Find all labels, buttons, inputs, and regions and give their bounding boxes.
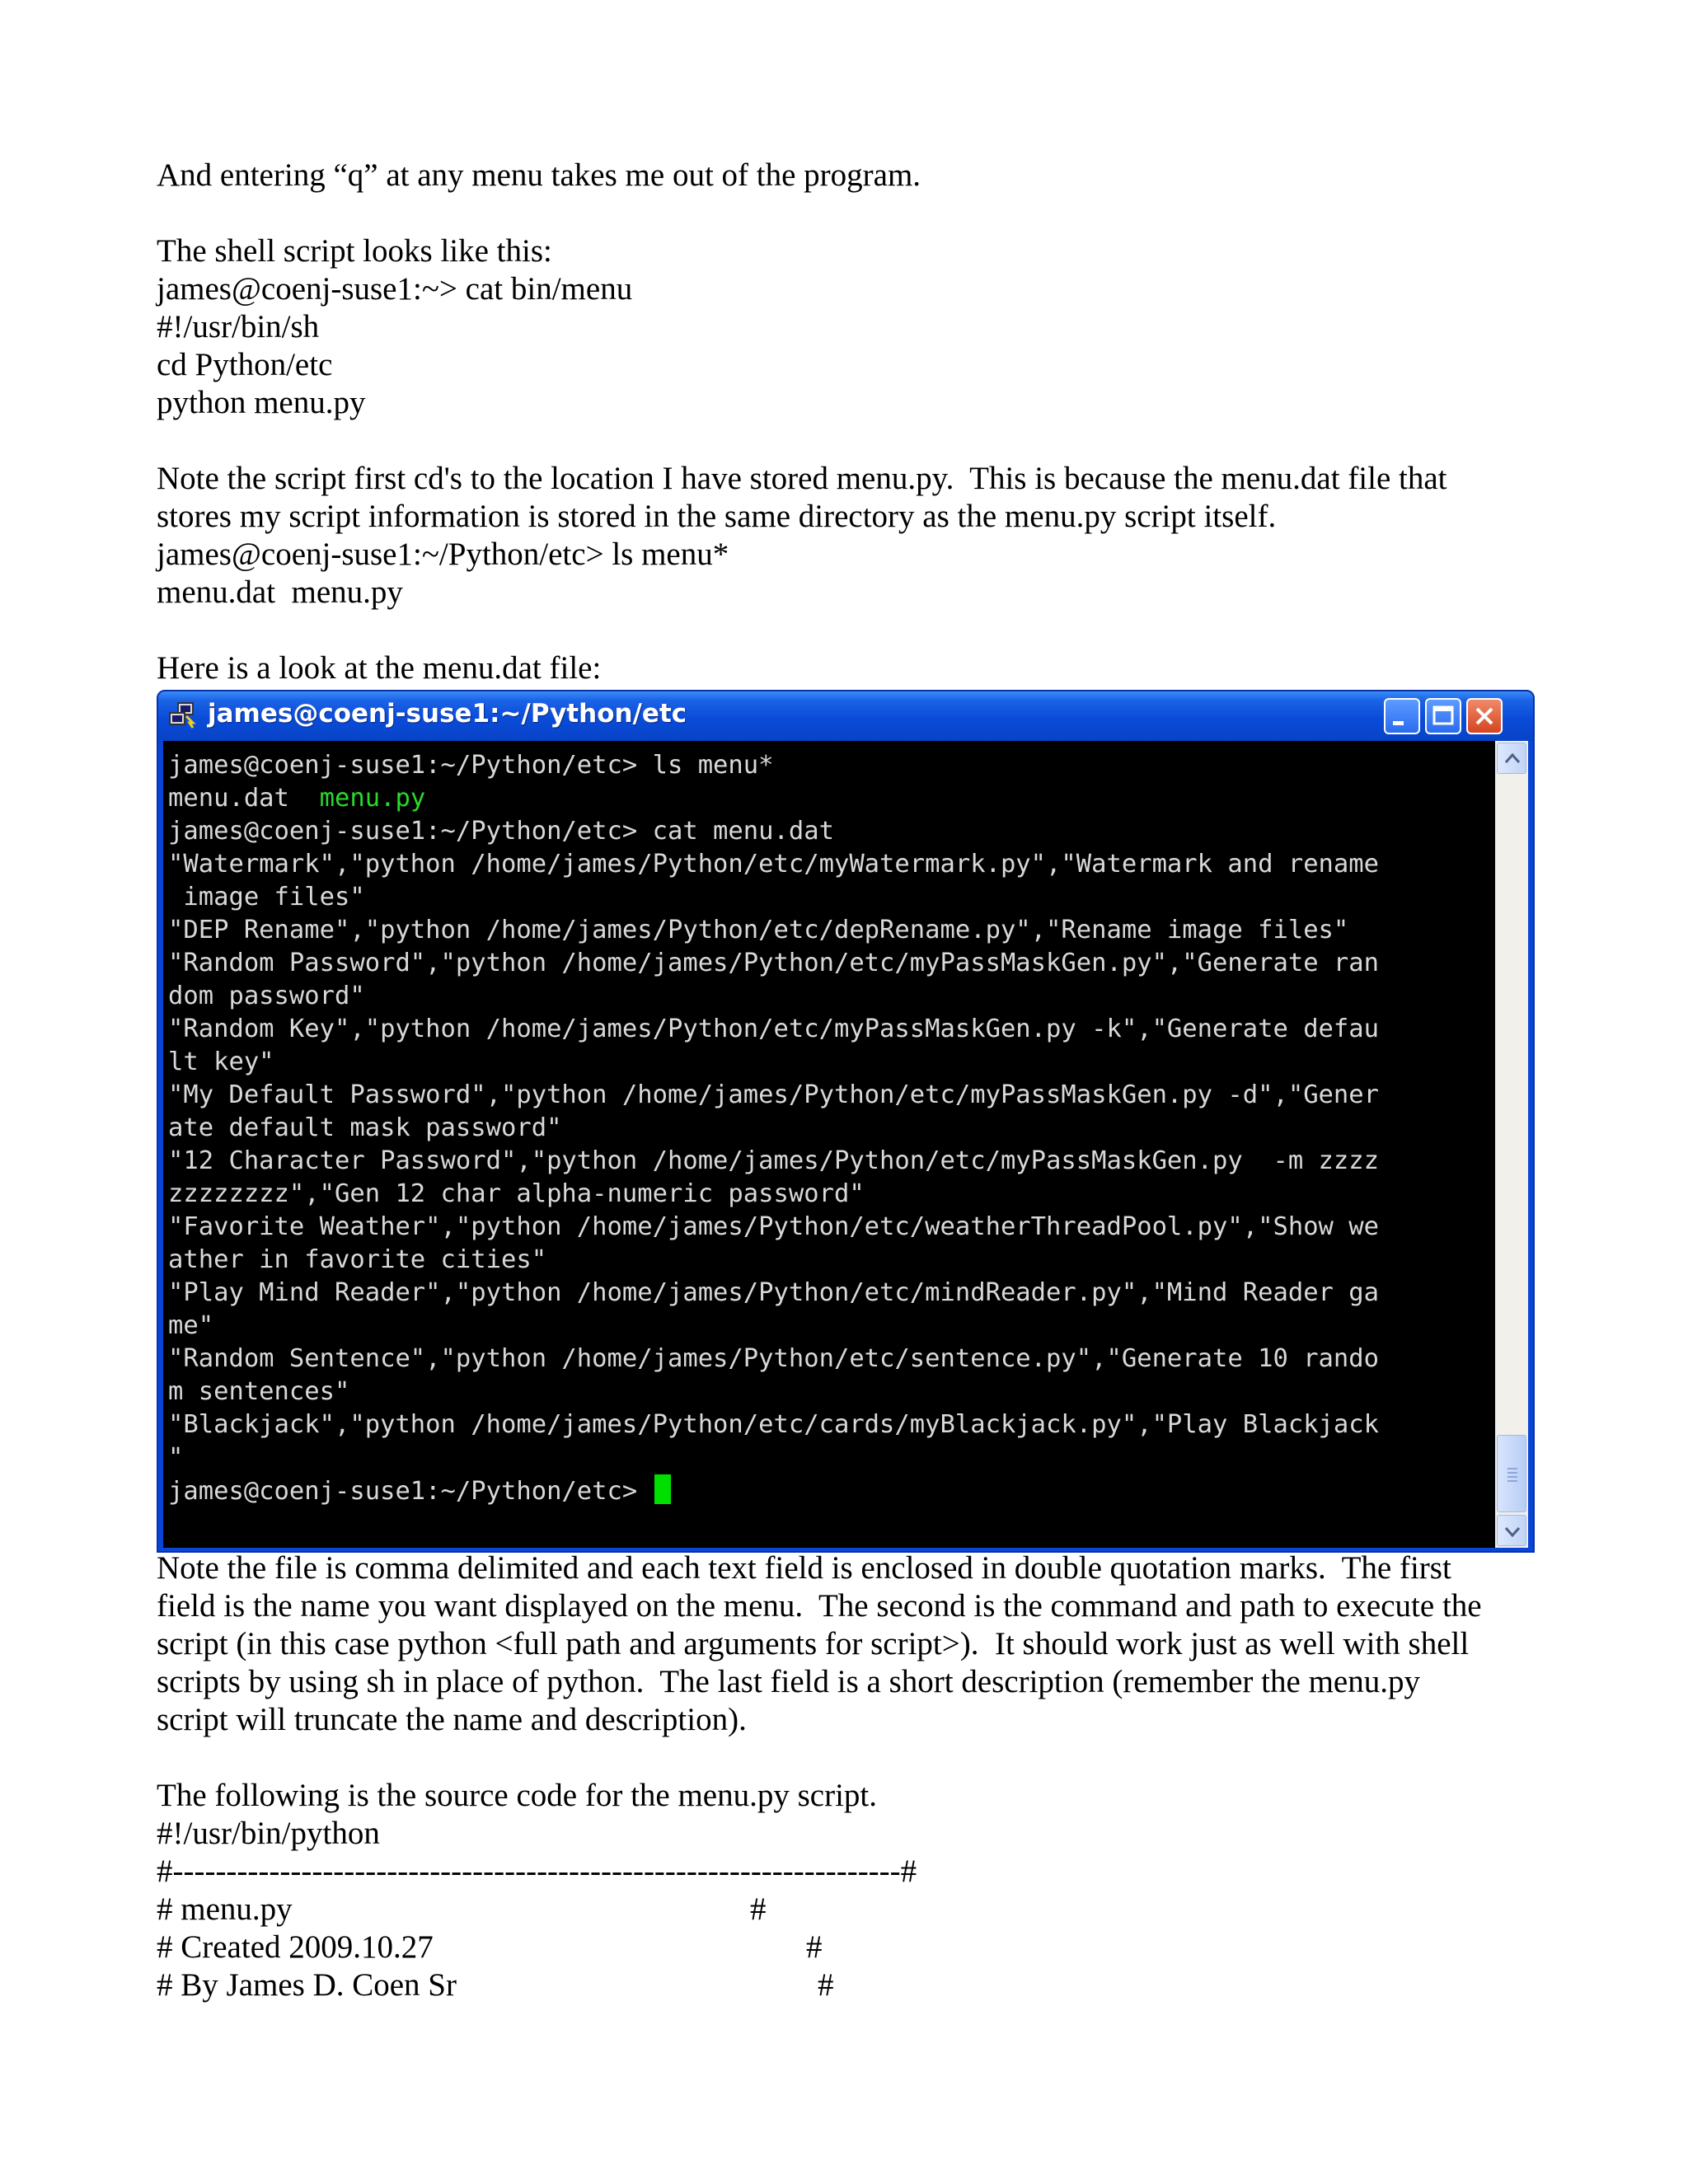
document-upper xyxy=(157,157,1541,687)
minimize-button[interactable] xyxy=(1384,698,1420,734)
comment-end: # xyxy=(806,1929,823,1965)
putty-icon xyxy=(168,701,196,729)
terminal-line: "DEP Rename","python /home/james/Python/etc/depRename.py","Rename image files" xyxy=(168,916,1349,944)
terminal-line: "My Default Password","python /home/james/Python/etc/myPassMaskGen.py -d","Gener xyxy=(168,1080,1380,1109)
maximize-button[interactable] xyxy=(1425,698,1461,734)
comment-text: # Created 2009.10.27 xyxy=(157,1929,434,1965)
terminal-line: james@coenj-suse1:~/Python/etc> ls menu* xyxy=(168,751,774,780)
terminal-title: james@coenj-suse1:~/Python/etc xyxy=(208,699,687,729)
terminal-line: "Random Password","python /home/james/Python/etc/myPassMaskGen.py","Generate ran xyxy=(168,949,1380,977)
terminal-line: "Favorite Weather","python /home/james/Python/etc/weatherThreadPool.py","Show we xyxy=(168,1212,1380,1241)
comment-text: # By James D. Coen Sr xyxy=(157,1967,457,2003)
terminal-line: "Random Sentence","python /home/james/Python/etc/sentence.py","Generate 10 rando xyxy=(168,1344,1380,1373)
close-button[interactable] xyxy=(1466,698,1503,734)
scroll-up-button[interactable] xyxy=(1497,743,1526,774)
explanation-line: Note the file is comma delimited and each text field is enclosed in double quotation marks. The first xyxy=(157,1550,1451,1586)
explanation-line: script will truncate the name and description). xyxy=(157,1702,747,1737)
ls-line: menu.dat menu.py xyxy=(157,574,403,610)
source-comment xyxy=(157,1891,1558,1929)
terminal-line: "12 Character Password","python /home/james/Python/etc/myPassMaskGen.py -m zzzz xyxy=(168,1146,1380,1175)
scroll-thumb[interactable] xyxy=(1497,1435,1526,1512)
note-line: stores my script information is stored in the same directory as the menu.py script itself. xyxy=(157,499,1277,534)
ls-file-dat: menu.dat xyxy=(168,784,289,813)
scroll-down-button[interactable] xyxy=(1497,1515,1526,1546)
comment-text: # menu.py xyxy=(157,1891,293,1927)
terminal-output[interactable] xyxy=(163,741,1495,1548)
document-lower xyxy=(157,1549,1558,2004)
source-comment xyxy=(157,1929,1558,1966)
terminal-prompt-line xyxy=(168,1474,1379,1507)
terminal-line: m sentences" xyxy=(168,1377,350,1406)
explanation-line: scripts by using sh in place of python. The last field is a short description (remember the menu.py xyxy=(157,1664,1420,1699)
ls-line: james@coenj-suse1:~/Python/etc> ls menu* xyxy=(157,537,729,572)
terminal-line: "Watermark","python /home/james/Python/etc/myWatermark.py","Watermark and rename xyxy=(168,850,1380,879)
comment-end: # xyxy=(750,1891,767,1927)
shell-line: james@coenj-suse1:~> cat bin/menu xyxy=(157,271,633,307)
terminal-cursor xyxy=(654,1474,671,1504)
ls-file-py: menu.py xyxy=(319,784,426,813)
explanation-line: script (in this case python <full path and arguments for script>). It should work just as well with shell xyxy=(157,1626,1470,1661)
shell-line: cd Python/etc xyxy=(157,347,333,382)
terminal-line: " xyxy=(168,1443,184,1472)
source-heading: The following is the source code for the menu.py script. xyxy=(157,1778,878,1813)
terminal-line: james@coenj-suse1:~/Python/etc> cat menu.dat xyxy=(168,817,834,846)
terminal-line: "Random Key","python /home/james/Python/etc/myPassMaskGen.py -k","Generate defau xyxy=(168,1015,1380,1043)
terminal-titlebar[interactable] xyxy=(158,691,1533,741)
terminal-line: "Play Mind Reader","python /home/james/Python/etc/mindReader.py","Mind Reader ga xyxy=(168,1278,1380,1307)
terminal-line xyxy=(168,782,1379,815)
menu-dat-heading: Here is a look at the menu.dat file: xyxy=(157,650,602,686)
explanation-line: field is the name you want displayed on the menu. The second is the command and path to execute the xyxy=(157,1588,1482,1624)
terminal-line: image files" xyxy=(168,883,365,912)
terminal-scrollbar[interactable] xyxy=(1495,741,1528,1548)
terminal-line: zzzzzzzz","Gen 12 char alpha-numeric password" xyxy=(168,1179,865,1208)
final-prompt: james@coenj-suse1:~/Python/etc> xyxy=(168,1477,653,1506)
shell-heading: The shell script looks like this: xyxy=(157,233,552,269)
terminal-line: ather in favorite cities" xyxy=(168,1245,547,1274)
source-comment xyxy=(157,1966,1558,2004)
comment-end: # xyxy=(818,1967,834,2003)
shell-line: #!/usr/bin/sh xyxy=(157,309,320,344)
terminal-window xyxy=(157,690,1535,1553)
note-line: Note the script first cd's to the location I have stored menu.py. This is because the menu.dat file that xyxy=(157,461,1447,496)
terminal-line: "Blackjack","python /home/james/Python/etc/cards/myBlackjack.py","Play Blackjack xyxy=(168,1410,1380,1439)
terminal-line: ate default mask password" xyxy=(168,1113,562,1142)
terminal-line: lt key" xyxy=(168,1047,274,1076)
terminal-line: dom password" xyxy=(168,982,365,1010)
source-shebang: #!/usr/bin/python xyxy=(157,1816,380,1851)
source-rule: #--------------------------------------------------------------------# xyxy=(157,1854,917,1889)
terminal-line: me" xyxy=(168,1311,214,1340)
quit-instruction: And entering “q” at any menu takes me out of the program. xyxy=(157,157,921,193)
shell-line: python menu.py xyxy=(157,385,366,420)
